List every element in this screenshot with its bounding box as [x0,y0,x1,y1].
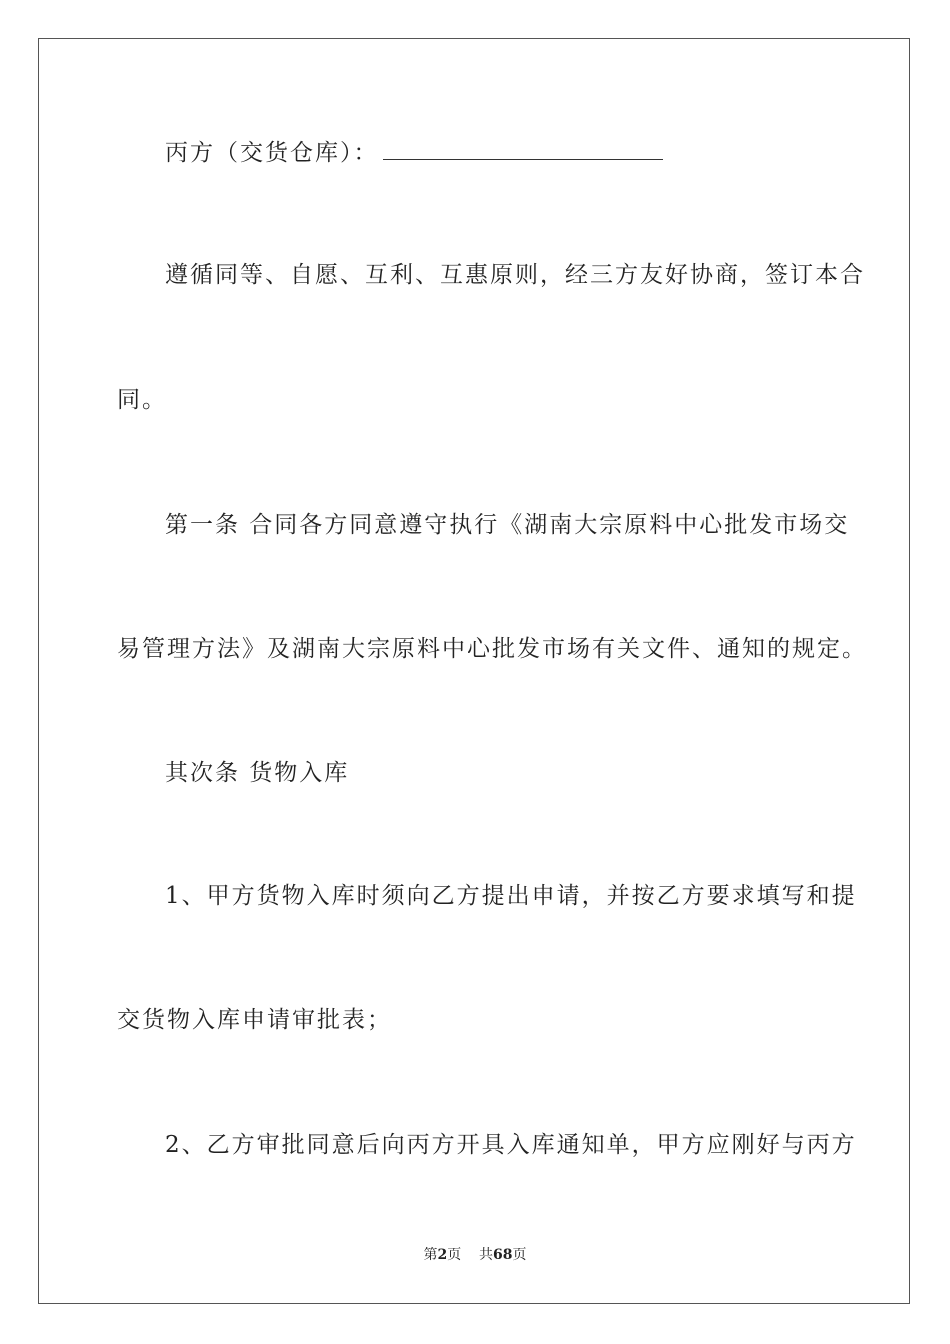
total-suffix: 页 [512,1247,527,1263]
page-suffix: 页 [447,1247,462,1263]
page-prefix: 第 [423,1247,438,1263]
party-c-line [165,138,663,168]
total-prefix: 共 [479,1247,494,1263]
paragraph-line: 第一条 合同各方同意遵守执行《湖南大宗原料中心批发市场交 [165,512,850,538]
page-footer [0,1246,950,1264]
paragraph-line: 交货物入库申请审批表； [117,1007,392,1033]
total-pages: 68 [493,1247,513,1263]
paragraph-line: 遵循同等、自愿、互利、互惠原则，经三方友好协商，签订本合 [165,262,865,288]
page-number: 2 [437,1247,448,1263]
section-heading: 其次条 货物入库 [165,760,350,786]
party-c-label: 丙方（交货仓库）： [165,140,379,166]
paragraph-line: 易管理方法》及湖南大宗原料中心批发市场有关文件、通知的规定。 [117,636,867,662]
paragraph-line: 同。 [117,387,167,413]
party-c-blank-field [383,139,663,160]
page-border [38,38,910,1304]
paragraph-line: 2、乙方审批同意后向丙方开具入库通知单，甲方应刚好与丙方 [165,1132,857,1158]
paragraph-line: 1、甲方货物入库时须向乙方提出申请，并按乙方要求填写和提 [165,883,857,909]
